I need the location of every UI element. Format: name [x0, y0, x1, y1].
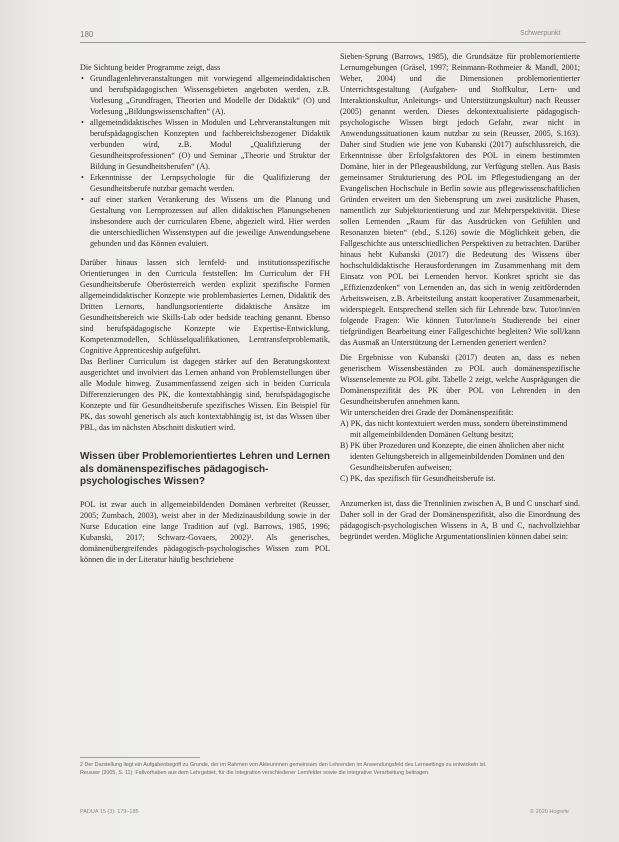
body-paragraph: Sieben-Sprung (Barrows, 1985), die Grundsätze für problemorientierte Lernumgebungen (Gräsel, 1997; Reinmann-Rothmeier & Mandl, 2001; Weber, 2004) und die Dimensionen problemorientierter Unterrichtsgestaltung (Aufgaben- und Stoffkultur, Lern- und Interaktionskultur, Anleitungs- und Unterstützungskultur) nach Reusser (2005) genannt werden. Dieses dekontextualisierte pädagogisch-psychologische Wissen birgt jedoch Gefahr, zwar nicht in Anwendungssituationen kaum nutzbar zu sein (Reusser, 2005, S.163). Daher sind Studien wie jene von Kubanski (2017) aufschlussreich, die Erkenntnisse über Erfolgsfaktoren des POL in einem bestimmten Domäne, hier in der Pflegeausbildung, zur Verfügung stellen. Aus Basis gemeinsamer Strukturierung des POL im Pflegestudiengang an der Evangelischen Hochschule in Berlin sowie aus pflegewissenschaftlichen Gründen erweitert um den Siebensprung um zwei zusätzliche Phasen, namentlich zur Subjektorientierung und zur Mehrperspektivität. Diese sollen Lernenden „Raum für das Ausdrücken von Gefühlen und Resonanzen bieten“ (ebd., S.126) sowie die Möglichkeit geben, die Fallgeschichte aus unterschiedlichen Perspektiven zu betrachten. Darüber hinaus hebt Kubanski (2017) die Bedeutung des Wissens über hochschuldidaktische Herausforderungen im Zusammenhang mit dem Einsatz von POL bei Lernenden hervor. Konkret spricht sie das „Effizienzdenken“ von Lernenden an, das sich in wenig zeitfördernden Arbeitsweisen, z.B. Arbeitsteilung anstatt kooperativer Zusammenarbeit, widerspiegelt. Entsprechend stellen sich für Lehrende bzw. Tutor/inn/en folgende Fragen: Wie können Tutor/inne/n Studierende bei einer tiefgründigen Bearbeitung einer Fallgeschichte begleiten? Wie soll/kann das Ausmaß an Unterstützung der Lernenden generiert werden? — [340, 52, 580, 347]
intro-text: Die Sichtung beider Programme zeigt, dass — [80, 63, 221, 72]
running-head: Schwerpunkt — [520, 30, 561, 37]
body-paragraph: Darüber hinaus lassen sich lernfeld- und institutionsspezifische Orientierungen in den Curricula feststellen: Im Curriculum der FH Gesundheitsberufe Oberösterreich werden explizit spezifische Formen allgemeindidaktischer Konzepte wie problembasiertes Lernen, Didaktik des Dritten Lernorts, handlungsorientierte didaktische Ansätze im Gesundheitsbereich wie Skills-Lab oder bedside teaching genannt. Ebenso sind berufspädagogische Konzepte wie Expertise-Entwicklung, Kompetenzmodellen, Schlüsselqualifikationen, Lerntransferproblematik, Cognitive Apprenticeship aufgeführt. — [80, 258, 330, 355]
bullet-item: • Grundlagenlehrveranstaltungen mit vorwiegend allgemeindidaktischen und berufspädagogischen Wissensgebieten angeboten werden, z.B. Vorlesung „Grundfragen, Theorien und Modelle der Didaktik“ (O) und Vorlesung „Bildungswissenschaften“ (A). — [90, 73, 330, 117]
footer-publisher: © 2020 Hogrefe — [530, 809, 569, 815]
domain-specificity-list — [340, 418, 580, 484]
body-paragraph: Anzumerken ist, dass die Trennlinien zwischen A, B und C unscharf sind. Daher soll in der Grad der Domänenspezifität, also die Einordnung des pädagogisch-psychologischen Wissens in A, B und C, nachvollziehbar begründet werden. Mögliche Argumentationslinien können dabei sein: — [340, 499, 580, 541]
header-rule — [80, 42, 586, 43]
body-paragraph: Das Berliner Curriculum ist dagegen stärker auf den Beratungskontext ausgerichtet und involviert das Lernen anhand von Problemstellungen über alle Module hinweg. Zusammenfassend zeigen sich in beiden Curricula Differenzierungen des PK, die kontextabhängig sind, berufspädagogische Konzepte und für Gesundheitsberufe spezifisches Wissen. Ein Beispiel für PK, das sowohl generisch als auch kontextabhängig ist, ist das Wissen über PBL, das im nächsten Abschnitt diskutiert wird. — [80, 357, 330, 432]
bullet-item: • Erkenntnisse der Lernpsychologie für die Qualifizierung der Gesundheitsberufe nutzbar gemacht werden. — [90, 172, 330, 194]
right-column — [340, 51, 580, 542]
list-item: A) PK, das nicht kontextuiert werden muss, sondern übereinstimmend mit allgemeinbildenden Domänen Geltung besitzt; — [340, 419, 568, 439]
section-heading: Wissen über Problemorientiertes Lehren und Lernen als domänenspezifisches pädagogisch-psychologisches Wissen? — [80, 451, 330, 487]
footnote: Reusser (2005, S. 11): Fallvorhaben aus dem Lehrgebiet, für die Integration verschiedener Lernfelder sowie die integrative Verarbeitung beitragen. — [80, 770, 430, 776]
body-paragraph: Die Ergebnisse von Kubanski (2017) deuten an, dass es neben generischem Wissensbeständen zu POL auch domänenspezifische Wissenselemente zu POL gibt. Tabelle 2 zeigt, welche Ausprägungen die Domänenspezifität des PK über POL von Lehrenden in den Gesundheitsberufen annehmen kann. — [340, 353, 580, 406]
body-paragraph: POL ist zwar auch in allgemeinbildenden Domänen verbreitet (Reusser, 2005; Zumbach, 2003), weist aber in der Medizinausbildung sowie in der Nurse Education eine lange Tradition auf (vgl. Barrows, 1985, 1996; Kubanski, 2017; Schwarz-Govaers, 2002)². Als generisches, domänenübergreifendes pädagogisch-psychologisches Wissen zum POL können die in der Literatur häufig beschriebene — [80, 499, 330, 564]
left-column — [80, 62, 330, 565]
list-item: B) PK über Prozeduren und Konzepte, die einen ähnlichen aber nicht identen Geltungsbereich in allgemeinbildenden Domänen und den Gesundheitsberufen aufweisen; — [340, 441, 565, 472]
bullet-item: • allgemeindidaktisches Wissen in Modulen und Lehrveranstaltungen mit berufspädagogischen Konzepten und fachbereichsbezogener Didaktik verbunden wird, z.B. Modul „Qualifizierung der Gesundheitsprofessionen“ (O) und Seminar „Theorie und Struktur der Bildung in Gesundheitsberufen“ (A). — [90, 117, 330, 172]
footnotes — [80, 761, 580, 777]
list-item: C) PK, das spezifisch für Gesundheitsberufe ist. — [340, 474, 496, 483]
page-number: 180 — [80, 30, 94, 39]
bullet-item: • auf einer starken Verankerung des Wissens um die Planung und Gestaltung von Lernprozessen auf allen didaktischen Planungsebenen insbesondere auch der curricularen Ebene, abgezielt wird. Hier werden die unterschiedlichen Wissenstypen auf die jeweilige Anwendungsebene gebunden und das Können evaluiert. — [90, 194, 330, 249]
footnote-rule — [80, 757, 200, 758]
footnote: 2 Der Darstellung liegt ein Aufgabenbegriff zu Grunde, der im Rahmen von Akteurinnen gemeinsam den Lehrenden im Anwendungsfeld des Lernsettings zu entwickeln ist. — [80, 762, 487, 768]
footer-citation: PADUA 15 (3): 179–185 — [80, 809, 139, 815]
list-intro: Wir unterscheiden drei Grade der Domänenspezifität: — [340, 408, 514, 417]
bullet-list — [80, 73, 330, 249]
